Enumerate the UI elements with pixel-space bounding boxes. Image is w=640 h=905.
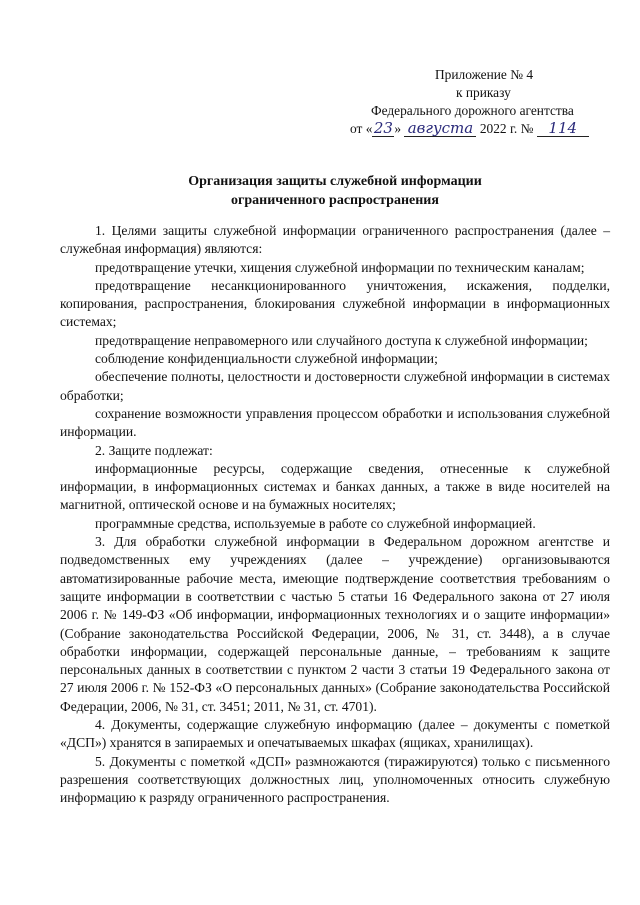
paragraph: предотвращение несанкционированного уничтожения, искажения, подделки, копирования, распространения, блокирования служебной информации в информационных системах; xyxy=(60,277,610,330)
paragraph: предотвращение утечки, хищения служебной информации по техническим каналам; xyxy=(95,259,585,275)
paragraph: 5. Документы с пометкой «ДСП» размножаются (тиражируются) только с письменного разрешения соответствующих должностных лиц, уполномоченных относить служебную информацию к разряду ограниченного распространения. xyxy=(60,753,610,806)
paragraph: 4. Документы, содержащие служебную информацию (далее – документы с пометкой «ДСП») хранятся в запираемых и опечатываемых шкафах (ящиках, хранилищах). xyxy=(60,717,610,751)
title-line-1: Организация защиты служебной информации xyxy=(188,174,482,189)
paragraph: 2. Защите подлежат: xyxy=(95,442,213,458)
paragraph: 1. Целями защиты служебной информации ограниченного распространения (далее – служебная информация) являются: xyxy=(60,223,610,257)
paragraph: 3. Для обработки служебной информации в Федеральном дорожном агентстве и подведомственных ему учреждениях (далее – учреждение) организовываются автоматизированные рабочие места, имеющие подтверждение соответствия требованиям о защите информации в соответствии с частью 5 статьи 16 Федерального закона от 27 июля 2006 г. № 149-ФЗ «Об информации, информационных технологиях и о защите информации» (Собрание законодательства Российской Федерации, 2006, № 31, ст. 3448), а в случае обработки информации, содержащей персональные данные, – требованиям к защите персональных данных в соответствии с пунктом 2 части 3 статьи 19 Федерального закона от 27 июля 2006 г. № 152-ФЗ «О персональных данных» (Собрание законодательства Российской Федерации, 2006, № 31, ст. 3451; 2011, № 31, ст. 4701). xyxy=(60,534,610,714)
paragraph: предотвращение неправомерного или случайного доступа к служебной информации; xyxy=(95,332,588,348)
paragraph: информационные ресурсы, содержащие сведения, отнесенные к служебной информации, в информационных системах и банках данных, а также в виде носителей на магнитной, оптической основе и на бумажных носителях; xyxy=(60,460,610,513)
order-ref: к приказу xyxy=(456,85,511,100)
appendix-header xyxy=(338,66,638,138)
document-body xyxy=(60,222,610,808)
handwritten-month: августа xyxy=(404,120,476,137)
appendix-number: Приложение № 4 xyxy=(435,67,534,82)
title-line-2: ограниченного распространения xyxy=(231,193,439,208)
agency-name: Федерального дорожного агентства xyxy=(371,103,574,118)
paragraph: обеспечение полноты, целостности и достоверности служебной информации в системах обработки; xyxy=(60,369,610,403)
paragraph: программные средства, используемые в работе со служебной информацией. xyxy=(95,515,536,531)
paragraph: соблюдение конфиденциальности служебной информации; xyxy=(95,351,438,367)
document-title xyxy=(60,172,610,210)
paragraph: сохранение возможности управления процессом обработки и использования служебной информации. xyxy=(60,405,610,440)
handwritten-day: 23 xyxy=(373,119,393,137)
handwritten-order-number: 114 xyxy=(537,120,589,137)
order-date-line: от «23» августа 2022 г. № 114 xyxy=(338,120,638,138)
